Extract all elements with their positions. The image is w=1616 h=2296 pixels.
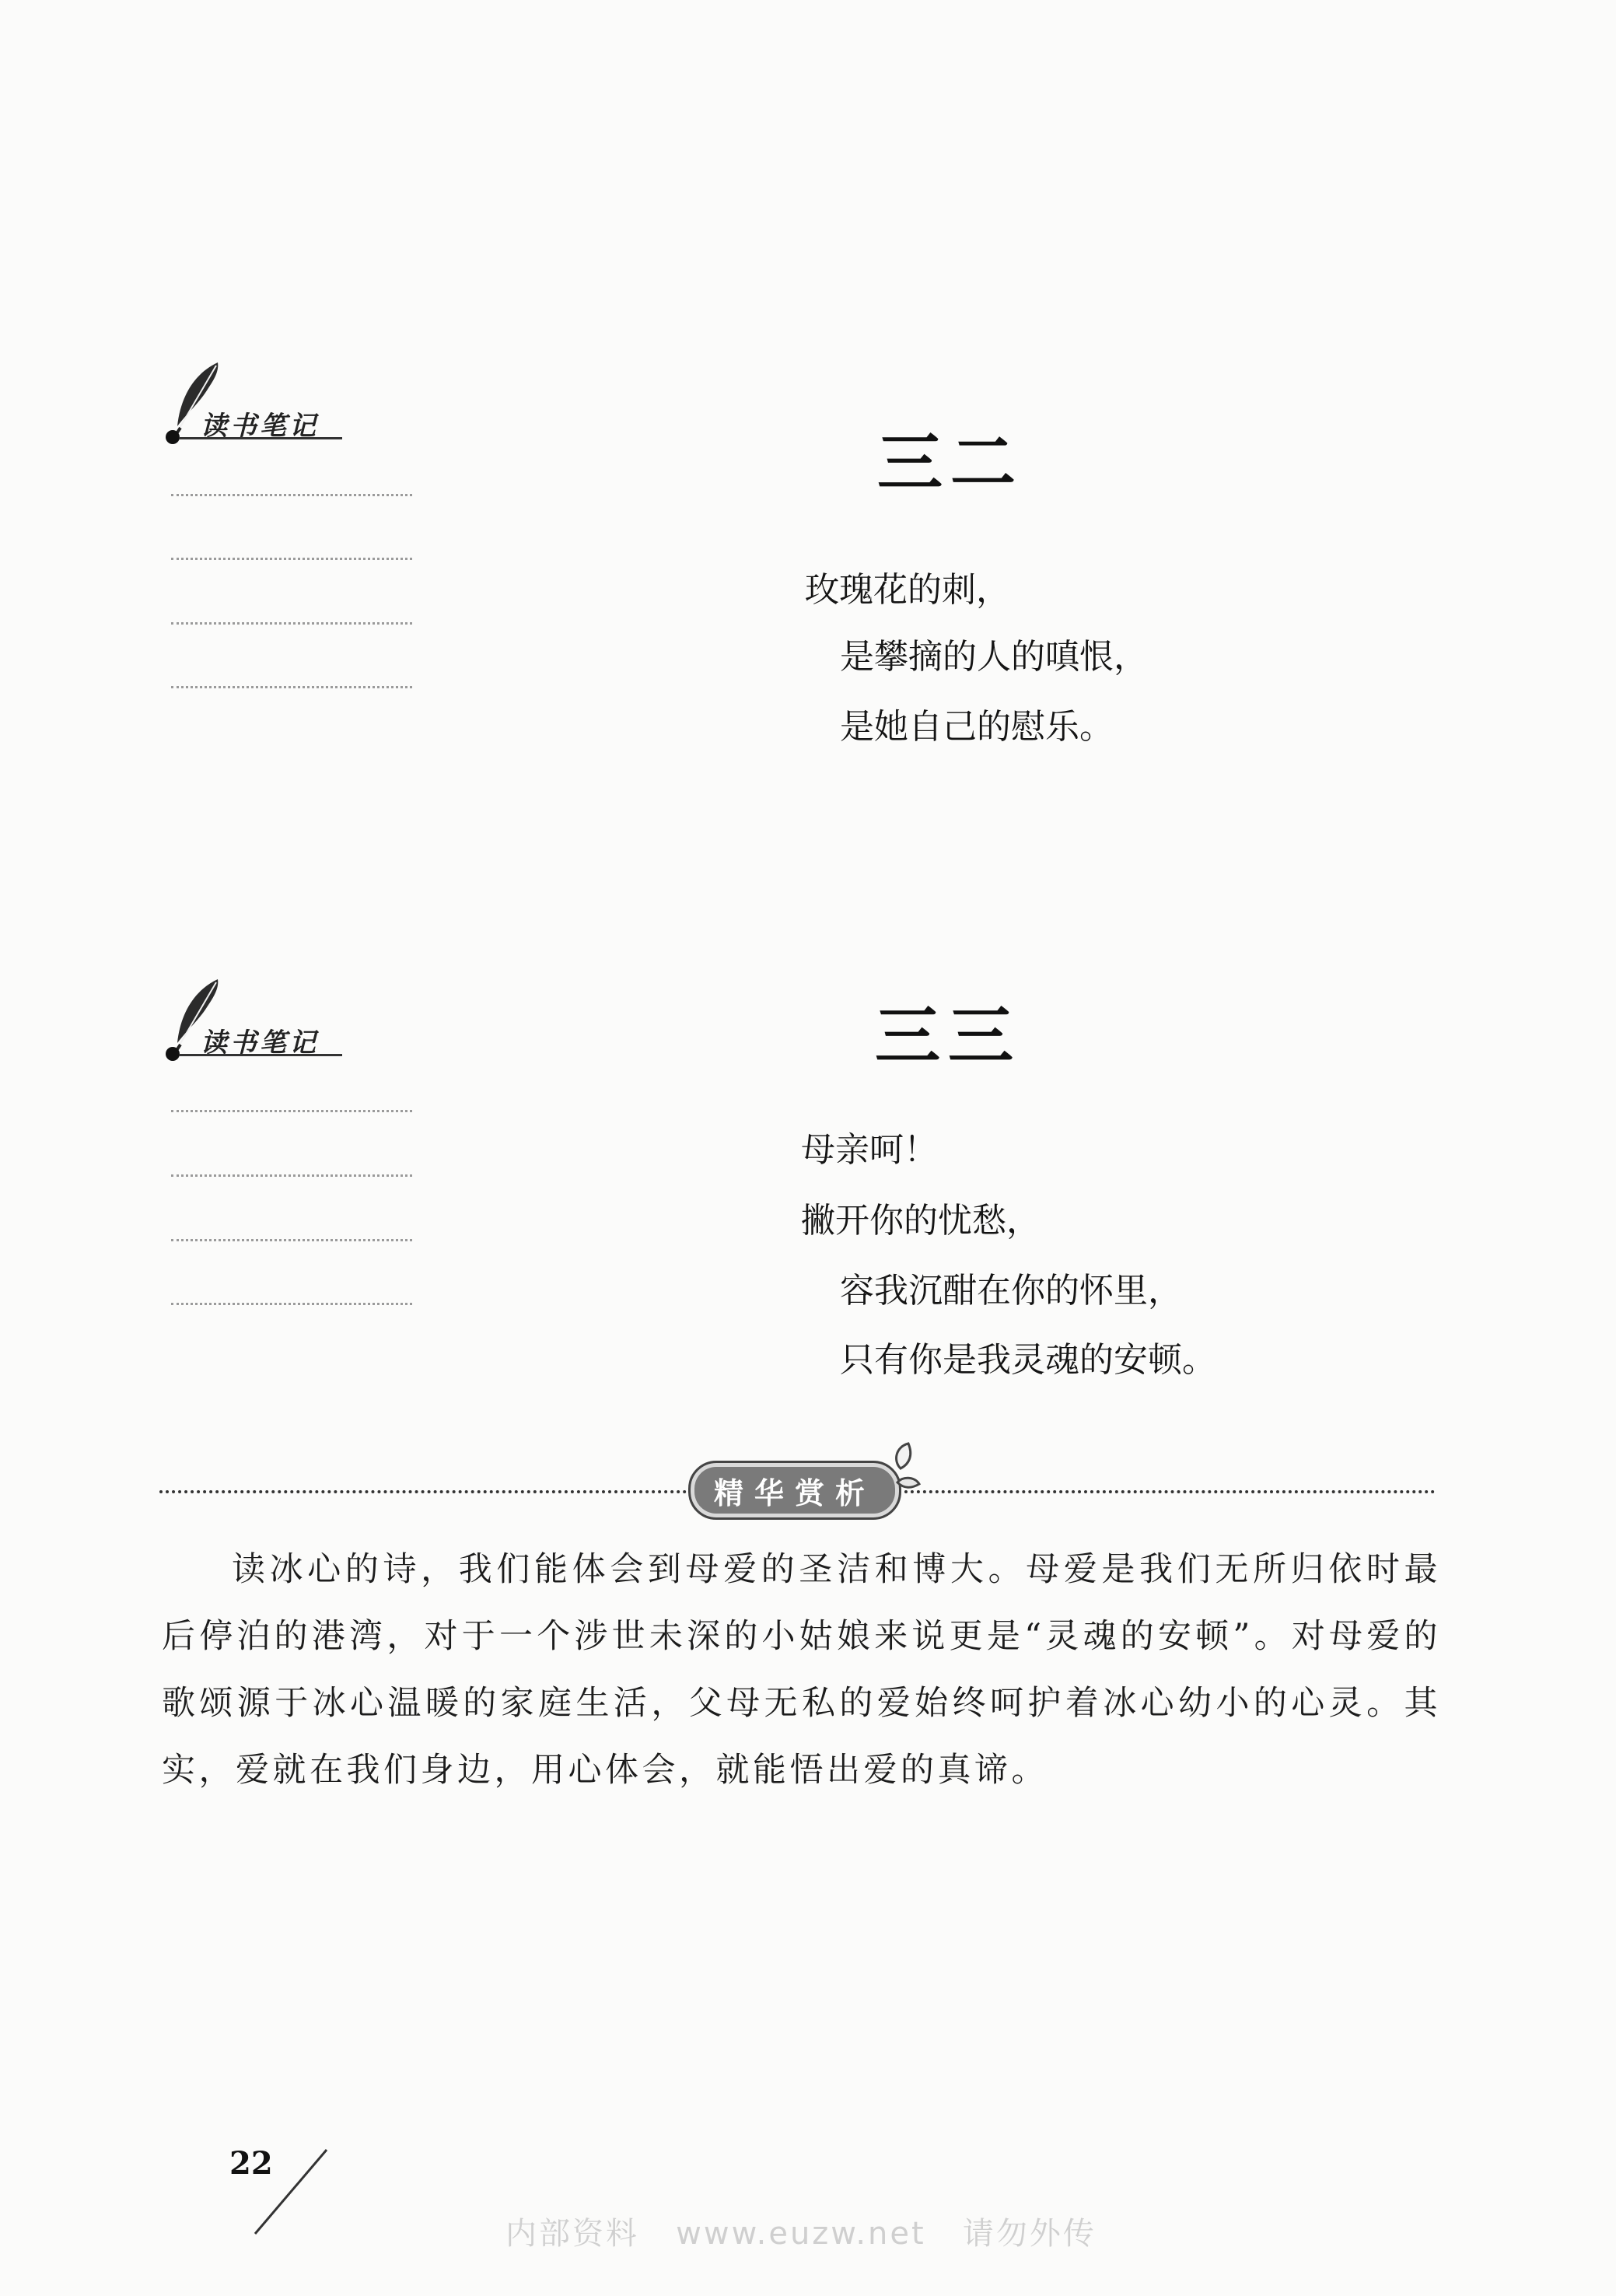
notes-line <box>171 622 412 625</box>
poem-title: 三二 <box>877 425 1024 501</box>
notes-line <box>171 1303 412 1305</box>
page-number-slash <box>249 2147 334 2240</box>
watermark: 内部资料 www.euzw.net 请勿外传 <box>505 2216 1097 2252</box>
section-badge-label: 精华赏析 <box>713 1475 876 1510</box>
notes-line <box>171 1239 412 1241</box>
section-divider-right <box>898 1490 1435 1493</box>
poem-line: 母亲呵！ <box>801 1130 938 1170</box>
poem-line: 是她自己的慰乐。 <box>840 707 1114 747</box>
poem-line: 容我沉酣在你的怀里， <box>840 1271 1182 1311</box>
reading-notes-label: 读书笔记 <box>201 1027 319 1059</box>
reading-notes-underline <box>179 437 342 439</box>
reading-notes-header <box>163 359 420 445</box>
page-number: 22 <box>229 2145 273 2182</box>
reading-notes-block <box>163 359 420 445</box>
notes-line <box>171 1174 412 1177</box>
commentary-paragraph: 读冰心的诗，我们能体会到母爱的圣洁和博大。母爱是我们无所归依时最后停泊的港湾，对于一个涉世未深的小姑娘来说更是“灵魂的安顿”。对母爱的歌颂源于冰心温暖的家庭生活，父母无私的爱始终呵护着冰心幼小的心灵。其实，爱就在我们身边，用心体会，就能悟出爱的真谛。 <box>162 1550 1441 1790</box>
notes-line <box>171 558 412 560</box>
section-divider-left <box>159 1490 687 1493</box>
notes-line <box>171 494 412 496</box>
poem-title: 三三 <box>875 998 1022 1074</box>
notes-line <box>171 686 412 688</box>
poem-line: 只有你是我灵魂的安顿。 <box>840 1340 1216 1380</box>
notes-line <box>171 1110 412 1112</box>
leaf-decoration-icon <box>885 1437 932 1507</box>
reading-notes-block <box>163 976 420 1062</box>
reading-notes-label: 读书笔记 <box>201 411 319 442</box>
section-badge <box>688 1461 901 1520</box>
reading-notes-header <box>163 976 420 1062</box>
reading-notes-underline <box>179 1054 342 1056</box>
poem-line: 是攀摘的人的嗔恨， <box>840 637 1148 677</box>
poem-line: 撇开你的忧愁， <box>801 1201 1041 1241</box>
poem-line: 玫瑰花的刺， <box>805 570 1010 610</box>
